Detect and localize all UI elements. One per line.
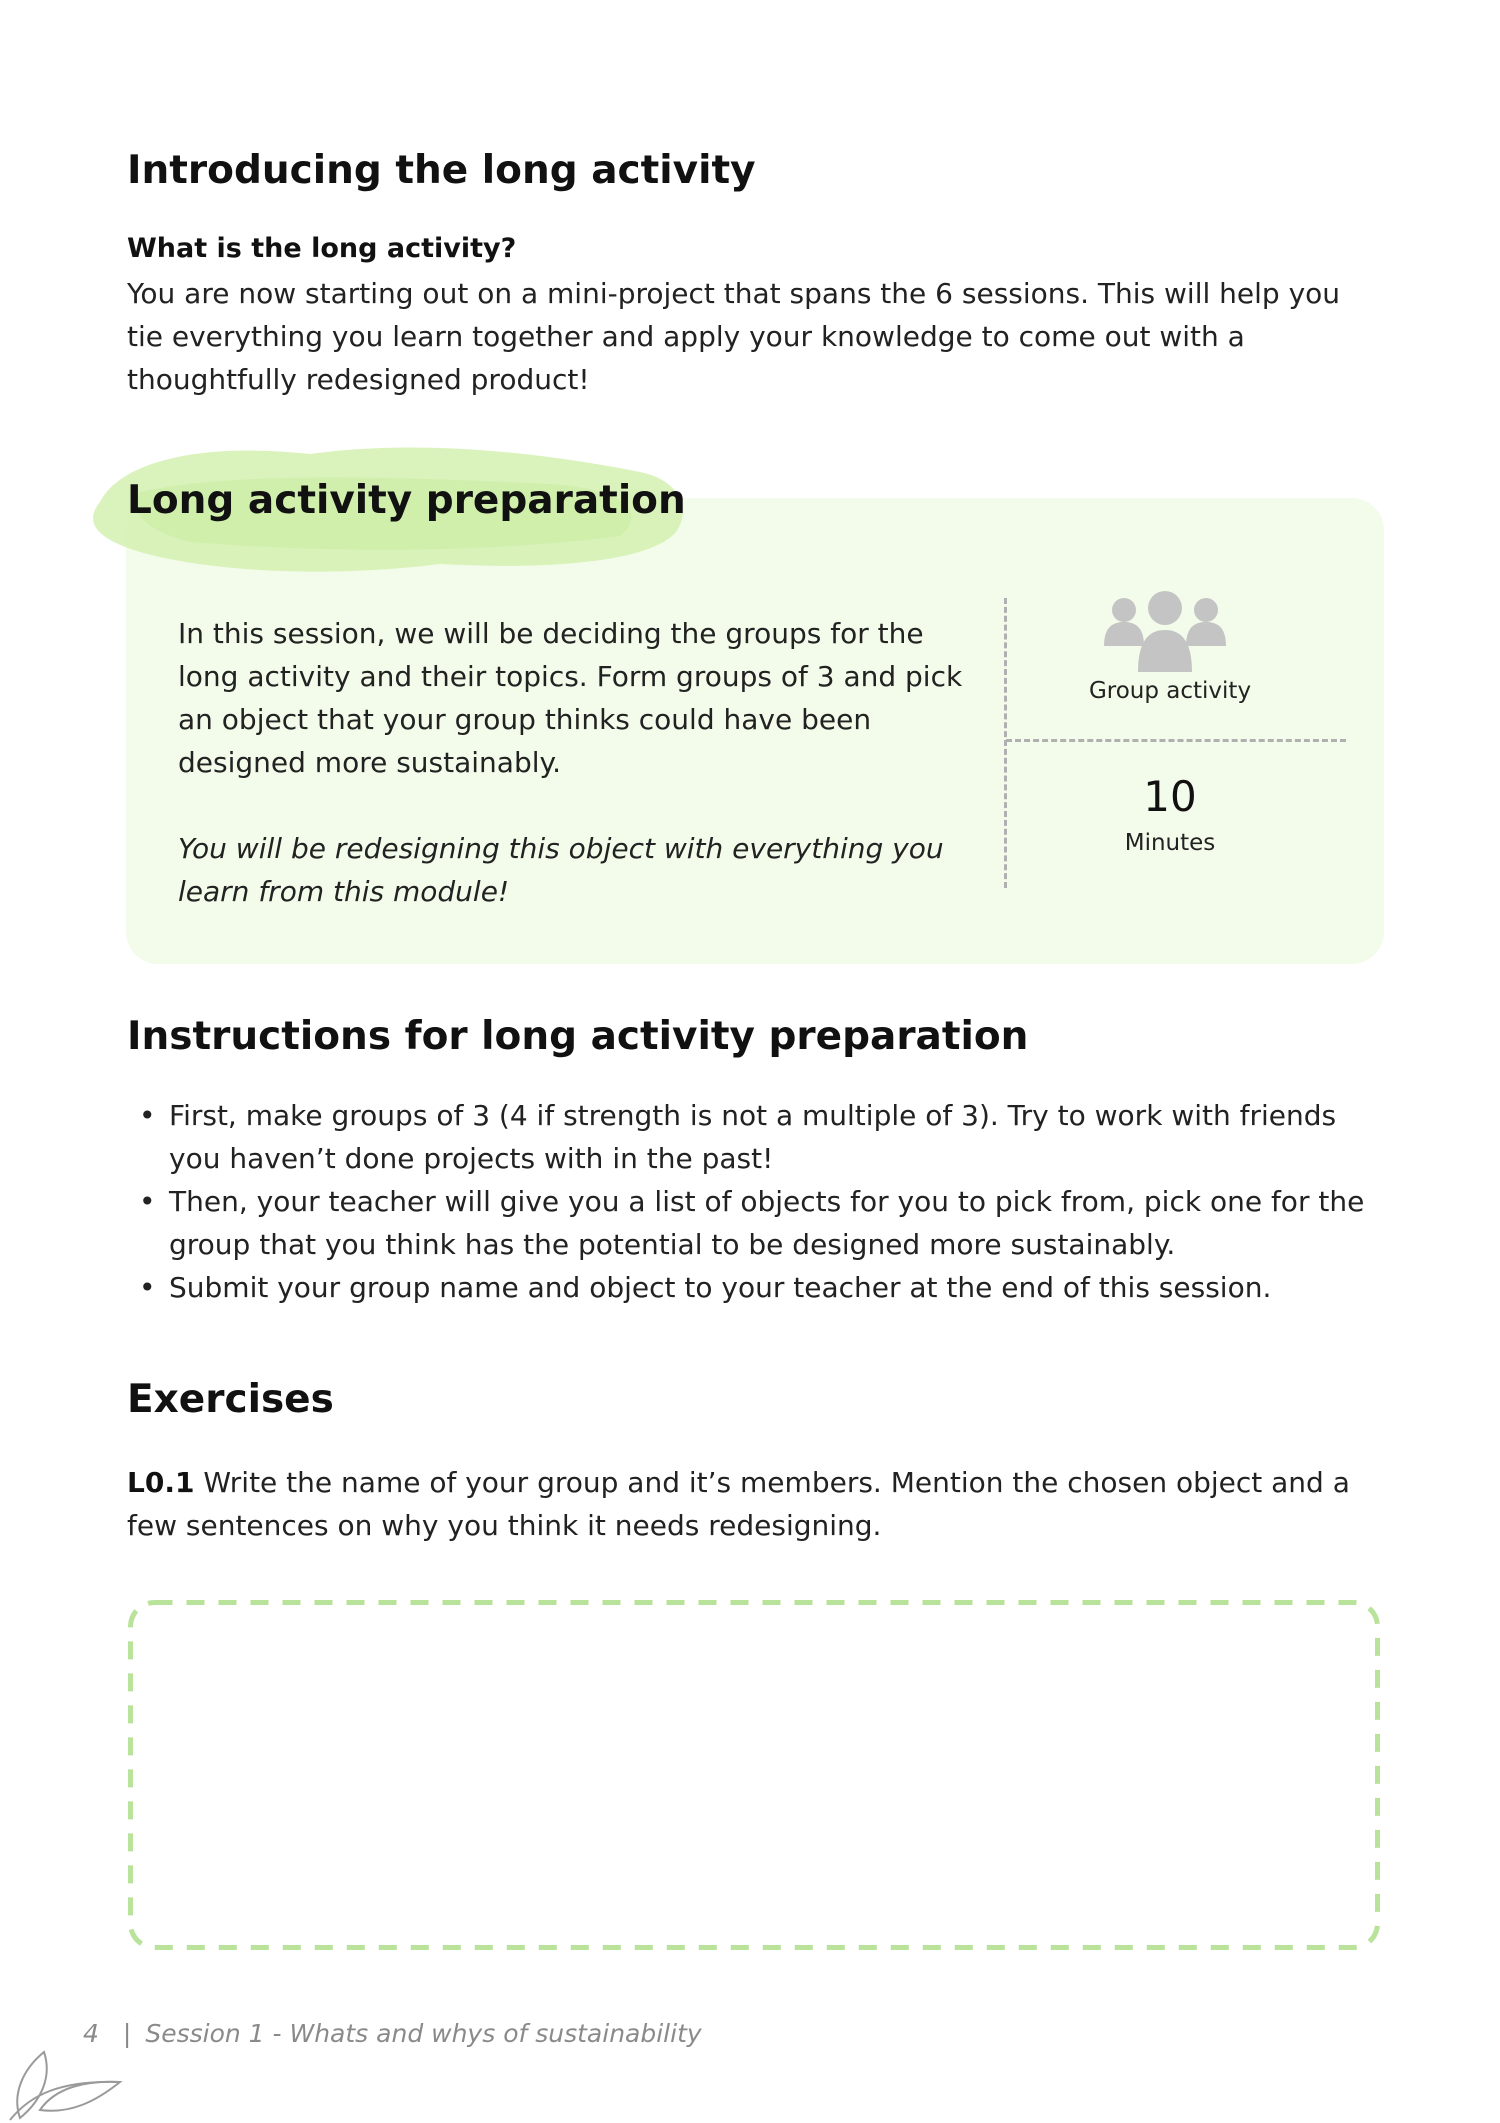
vertical-divider xyxy=(1004,598,1007,888)
intro-heading: Introducing the long activity xyxy=(127,148,756,193)
list-item-text: Then, your teacher will give you a list of objects for you to pick from, pick one for the group that you think has the potential to be designed more sustainably. xyxy=(169,1185,1365,1261)
preparation-note: You will be redesigning this object with everything you learn from this module! xyxy=(178,832,944,908)
answer-box[interactable] xyxy=(128,1600,1380,1950)
page-number: 4 xyxy=(83,2019,99,2048)
list-item xyxy=(127,1180,1387,1266)
exercise-code: L0.1 xyxy=(127,1466,195,1499)
group-activity-label: Group activity xyxy=(1088,678,1252,704)
list-item-text: First, make groups of 3 (4 if strength is not a multiple of 3). Try to work with friends you haven’t done projects with in the past! xyxy=(169,1099,1337,1175)
intro-subheading: What is the long activity? xyxy=(127,233,517,264)
bullet-point: • xyxy=(139,1271,156,1304)
duration-value: 10 xyxy=(1143,772,1197,821)
intro-paragraph: You are now starting out on a mini-project that spans the 6 sessions. This will help you tie everything you learn together and apply your knowledge to come out with a thoughtfully redesigned product! xyxy=(127,277,1341,396)
session-title: Session 1 - Whats and whys of sustainability xyxy=(145,2019,702,2048)
exercises-heading: Exercises xyxy=(127,1377,334,1422)
footer-separator: | xyxy=(122,2019,132,2048)
page-footer xyxy=(83,2019,702,2048)
bullet-point: • xyxy=(139,1099,156,1132)
group-people-icon xyxy=(1100,590,1230,672)
bullet-point: • xyxy=(139,1185,156,1218)
instructions-heading: Instructions for long activity preparation xyxy=(127,1014,1029,1059)
duration-unit-label: Minutes xyxy=(1124,830,1216,856)
horizontal-divider xyxy=(1006,739,1346,742)
list-item xyxy=(127,1266,1387,1309)
exercise-prompt xyxy=(127,1461,1387,1547)
list-item xyxy=(127,1094,1387,1180)
list-item-text: Submit your group name and object to your teacher at the end of this session. xyxy=(169,1271,1272,1304)
instructions-list xyxy=(127,1094,1387,1309)
preparation-heading: Long activity preparation xyxy=(127,478,686,523)
preparation-paragraph: In this session, we will be deciding the groups for the long activity and their topics. Form groups of 3 and pick an object that your group thinks could have been designed more sustainably. xyxy=(178,617,963,779)
exercise-text: Write the name of your group and it’s members. Mention the chosen object and a few sentences on why you think it needs redesigning. xyxy=(127,1466,1350,1542)
leaf-icon xyxy=(0,2040,130,2123)
